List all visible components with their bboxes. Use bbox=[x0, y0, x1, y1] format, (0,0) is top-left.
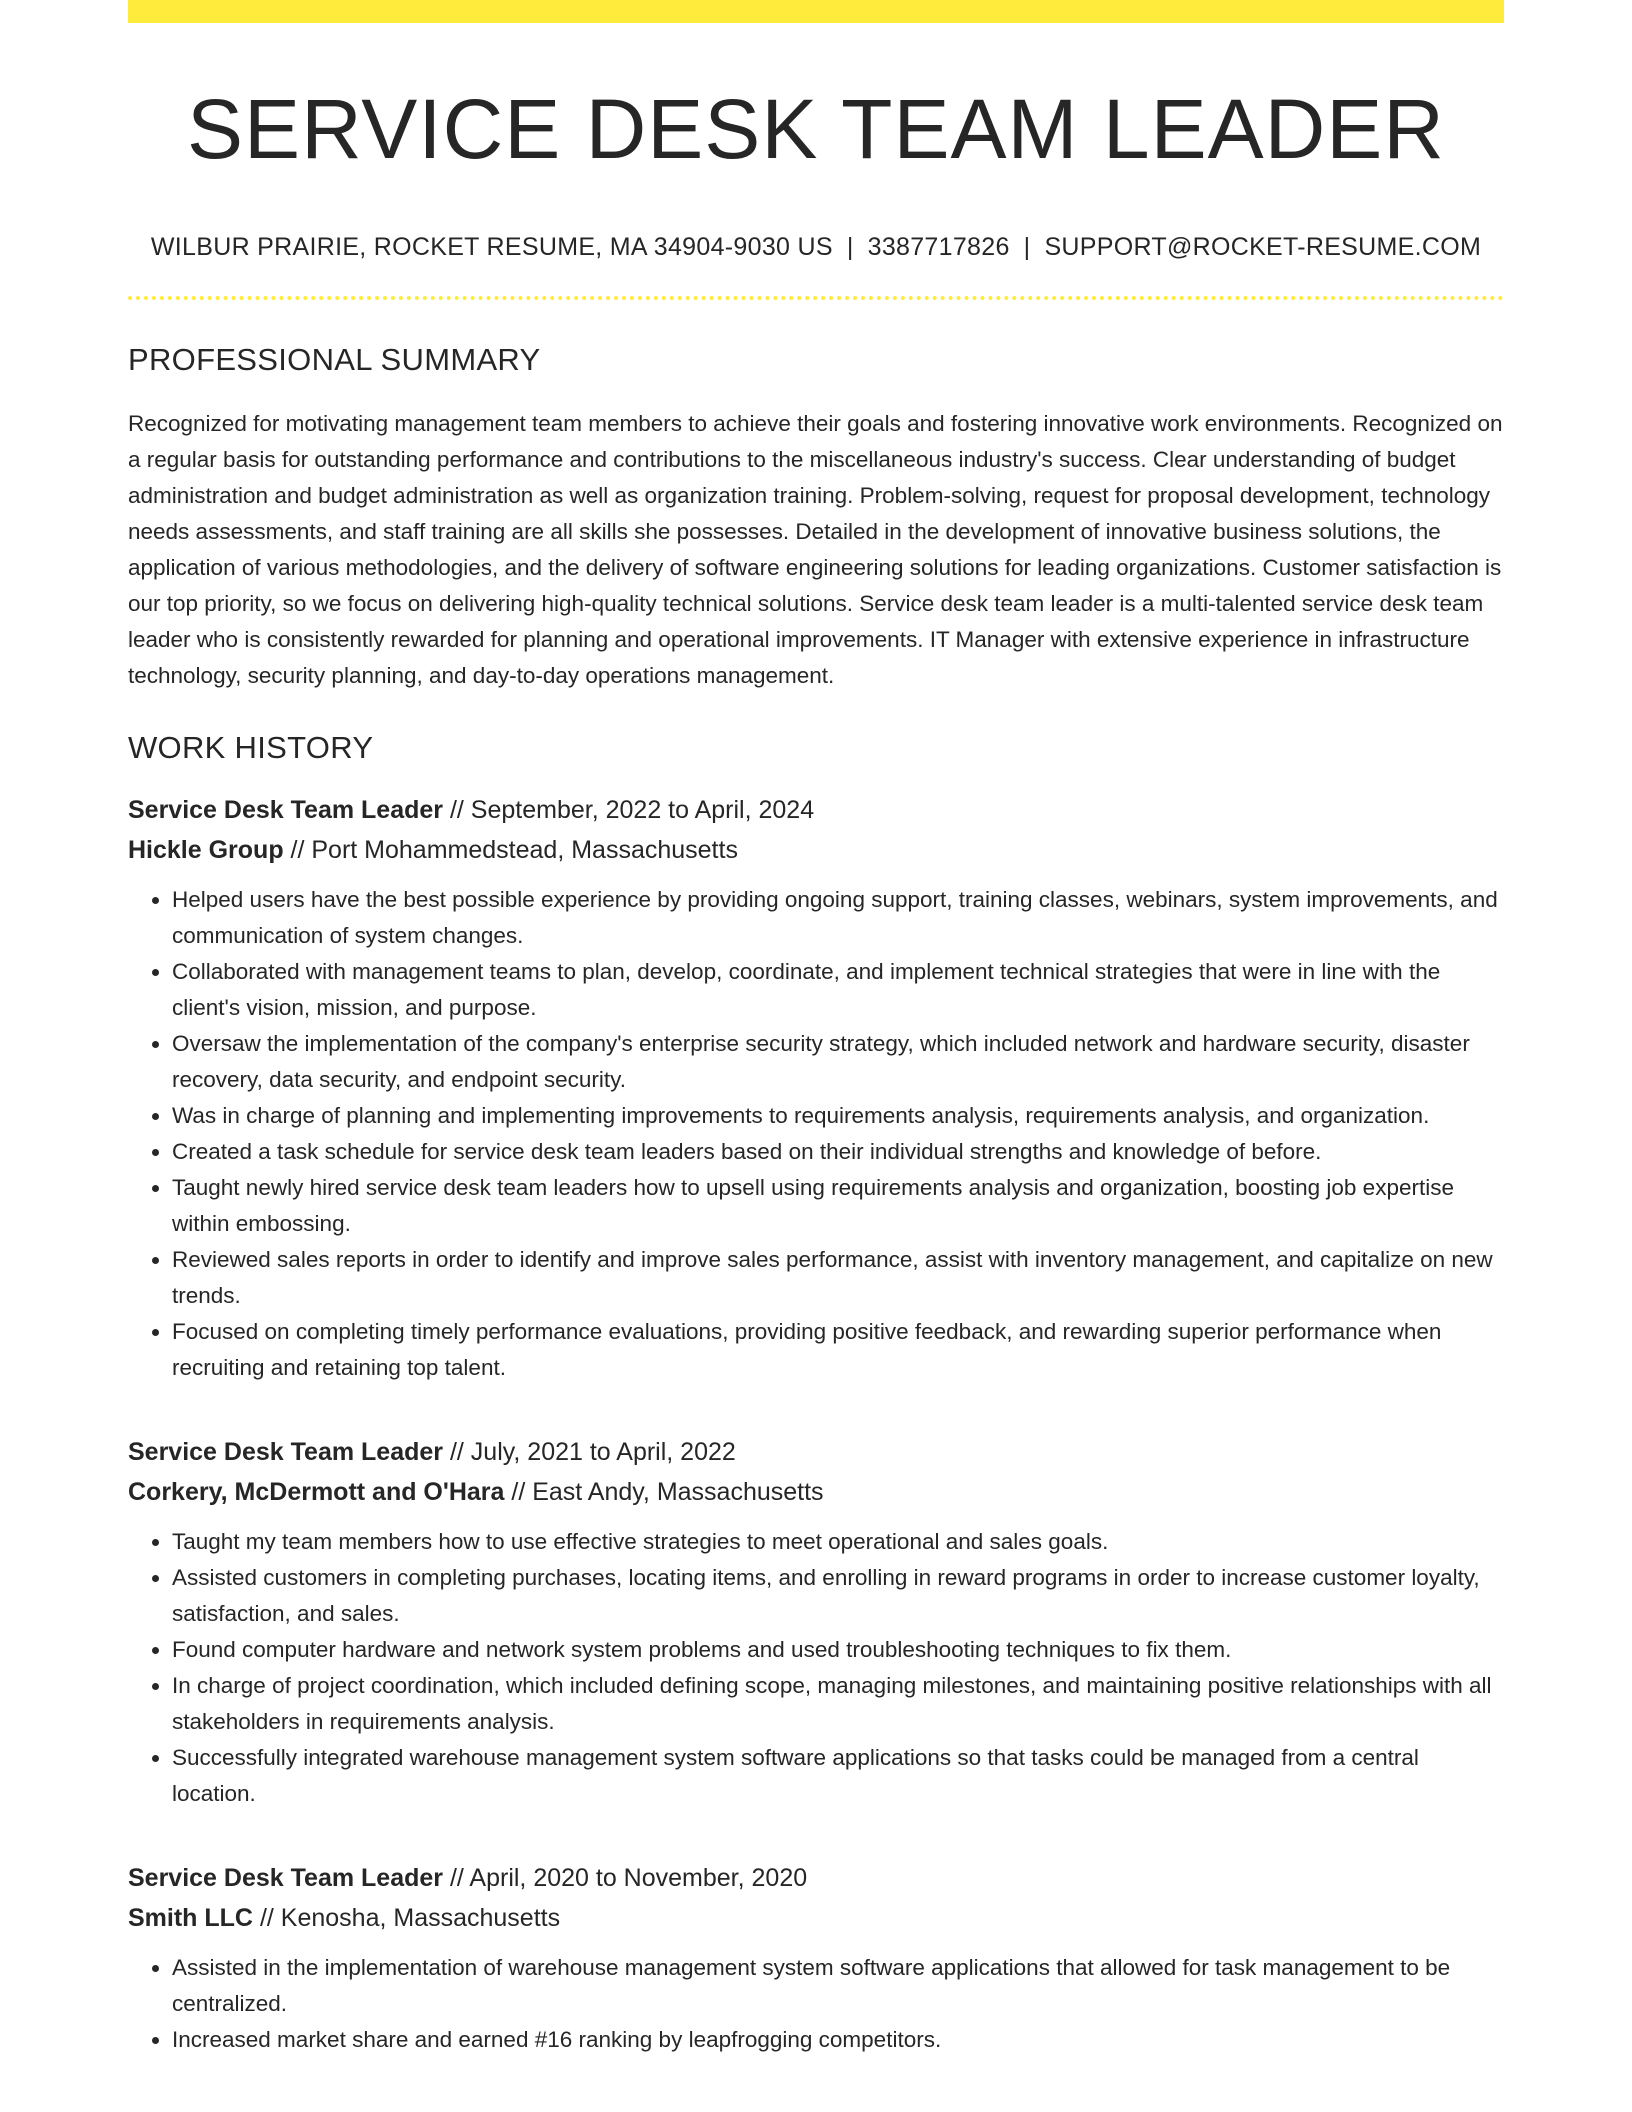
resume-title: SERVICE DESK TEAM LEADER bbox=[187, 82, 1445, 176]
job-entry bbox=[128, 790, 1504, 1386]
job-role-line bbox=[128, 1858, 1504, 1898]
job-bullet: • Taught newly hired service desk team leaders how to upsell using requirements analysis and organization, boosting job expertise within embossing. bbox=[172, 1170, 1504, 1242]
job-bullet-list bbox=[128, 1950, 1504, 2058]
job-bullet: • Was in charge of planning and implementing improvements to requirements analysis, requirements analysis, and organization. bbox=[172, 1098, 1504, 1134]
job-bullet: • Reviewed sales reports in order to identify and improve sales performance, assist with inventory management, and capitalize on new trends. bbox=[172, 1242, 1504, 1314]
work-history-list bbox=[128, 790, 1504, 2058]
job-dates: // July, 2021 to April, 2022 bbox=[443, 1438, 736, 1467]
job-location: // Port Mohammedstead, Massachusetts bbox=[283, 836, 738, 865]
top-accent-bar bbox=[128, 0, 1504, 23]
dotted-divider bbox=[128, 296, 1504, 300]
job-bullet: • Assisted in the implementation of warehouse management system software applications that allowed for task management to be centralized. bbox=[172, 1950, 1504, 2022]
job-role: Service Desk Team Leader bbox=[128, 1438, 444, 1467]
job-bullet: • Collaborated with management teams to plan, develop, coordinate, and implement technical strategies that were in line with the client's vision, mission, and purpose. bbox=[172, 954, 1504, 1026]
job-entry bbox=[128, 1432, 1504, 1812]
contact-separator: | bbox=[1023, 233, 1031, 262]
job-bullet-list bbox=[128, 882, 1504, 1386]
job-bullet: • Increased market share and earned #16 ranking by leapfrogging competitors. bbox=[172, 2022, 1504, 2058]
job-company-line bbox=[128, 830, 1504, 870]
resume-page bbox=[128, 0, 1504, 2058]
contact-line bbox=[128, 233, 1504, 262]
job-bullet: • Taught my team members how to use effective strategies to meet operational and sales goals. bbox=[172, 1524, 1504, 1560]
job-role-line bbox=[128, 1432, 1504, 1472]
job-dates: // September, 2022 to April, 2024 bbox=[443, 796, 815, 825]
job-location: // Kenosha, Massachusetts bbox=[253, 1904, 561, 1933]
job-bullet: • Oversaw the implementation of the company's enterprise security strategy, which included network and hardware security, disaster recovery, data security, and endpoint security. bbox=[172, 1026, 1504, 1098]
work-history-heading: WORK HISTORY bbox=[128, 730, 374, 766]
job-bullet: • Created a task schedule for service desk team leaders based on their individual strengths and knowledge of before. bbox=[172, 1134, 1504, 1170]
job-dates: // April, 2020 to November, 2020 bbox=[443, 1864, 808, 1893]
job-entry bbox=[128, 1858, 1504, 2058]
job-bullet: • Found computer hardware and network system problems and used troubleshooting techniques to fix them. bbox=[172, 1632, 1504, 1668]
job-role: Service Desk Team Leader bbox=[128, 1864, 444, 1893]
job-company-line bbox=[128, 1472, 1504, 1512]
contact-email: SUPPORT@ROCKET-RESUME.COM bbox=[1044, 233, 1482, 262]
job-role-line bbox=[128, 790, 1504, 830]
job-bullet: • Focused on completing timely performance evaluations, providing positive feedback, and rewarding superior performance when recruiting and retaining top talent. bbox=[172, 1314, 1504, 1386]
job-bullet-list bbox=[128, 1524, 1504, 1812]
job-bullet: • In charge of project coordination, which included defining scope, managing milestones, and maintaining positive relationships with all stakeholders in requirements analysis. bbox=[172, 1668, 1504, 1740]
job-company: Hickle Group bbox=[128, 836, 284, 865]
summary-heading: PROFESSIONAL SUMMARY bbox=[128, 342, 541, 378]
summary-text: Recognized for motivating management team members to achieve their goals and fostering innovative work environments. Recognized on a regular basis for outstanding performance and contributions to the miscellaneous industry's success. Clear understanding of budget administration and budget administration as well as organization training. Problem-solving, request for proposal development, technology needs assessments, and staff training are all skills she possesses. Detailed in the development of innovative business solutions, the application of various methodologies, and the delivery of software engineering solutions for leading organizations. Customer satisfaction is our top priority, so we focus on delivering high-quality technical solutions. Service desk team leader is a multi-talented service desk team leader who is consistently rewarded for planning and operational improvements. IT Manager with extensive experience in infrastructure technology, security planning, and day-to-day operations management. bbox=[128, 411, 1503, 689]
job-bullet: • Helped users have the best possible experience by providing ongoing support, training classes, webinars, system improvements, and communication of system changes. bbox=[172, 882, 1504, 954]
job-company: Smith LLC bbox=[128, 1904, 253, 1933]
job-bullet: • Assisted customers in completing purchases, locating items, and enrolling in reward programs in order to increase customer loyalty, satisfaction, and sales. bbox=[172, 1560, 1504, 1632]
contact-address: WILBUR PRAIRIE, ROCKET RESUME, MA 34904-9030 US bbox=[150, 233, 833, 262]
job-role: Service Desk Team Leader bbox=[128, 796, 444, 825]
contact-separator: | bbox=[846, 233, 854, 262]
job-bullet: • Successfully integrated warehouse management system software applications so that tasks could be managed from a central location. bbox=[172, 1740, 1504, 1812]
job-company-line bbox=[128, 1898, 1504, 1938]
job-location: // East Andy, Massachusetts bbox=[504, 1478, 824, 1507]
job-company: Corkery, McDermott and O'Hara bbox=[128, 1478, 505, 1507]
contact-phone: 3387717826 bbox=[867, 233, 1010, 262]
